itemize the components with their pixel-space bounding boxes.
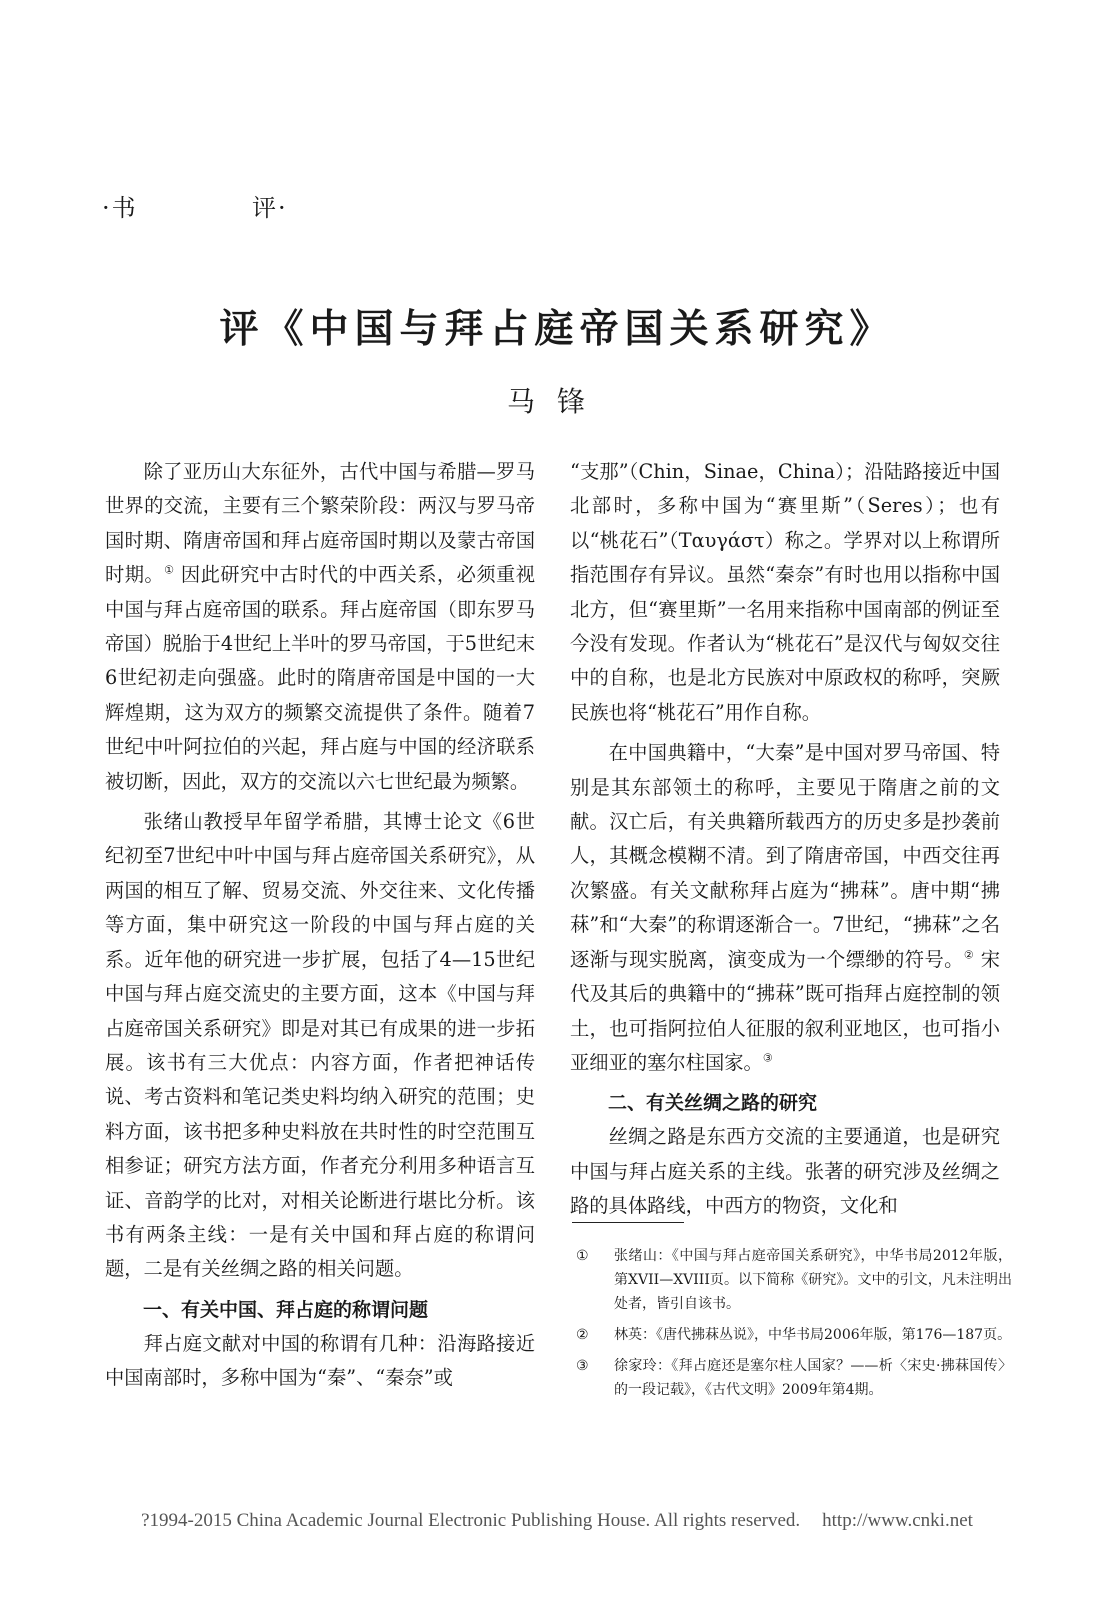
footnote-divider bbox=[572, 1222, 684, 1223]
footnote bbox=[572, 1323, 1012, 1347]
footnote-text: 林英：《唐代拂菻丛说》，中华书局2006年版，第176—187页。 bbox=[614, 1327, 1012, 1343]
copyright-text: ?1994-2015 China Academic Journal Electronic Publishing House. All rights reserved. bbox=[141, 1510, 801, 1531]
footnote bbox=[572, 1244, 1012, 1316]
paragraph: 丝绸之路是东西方交流的主要通道，也是研究中国与拜占庭关系的主线。张著的研究涉及丝绸之路的具体路线，中西方的物资，文化和 bbox=[570, 1125, 1000, 1218]
section-label bbox=[102, 188, 288, 223]
footnote-number: ③ bbox=[576, 1358, 589, 1374]
left-column bbox=[105, 455, 535, 1402]
section-label-left: ·书 bbox=[102, 194, 138, 222]
footnote-number: ② bbox=[576, 1327, 589, 1343]
footnote-text: 徐家玲：《拜占庭还是塞尔柱人国家？——析〈宋史·拂菻国传〉的一段记载》，《古代文明》2009年第4期。 bbox=[614, 1358, 1012, 1398]
footnote bbox=[572, 1354, 1012, 1402]
copyright-footer bbox=[0, 1510, 1114, 1532]
article-author: 马锋 bbox=[506, 385, 607, 418]
paragraph: 拜占庭文献对中国的称谓有几种：沿海路接近中国南部时，多称中国为“秦”、“秦奈”或 bbox=[105, 1331, 535, 1390]
section-heading: 二、有关丝绸之路的研究 bbox=[608, 1092, 818, 1115]
paragraph: 在中国典籍中，“大秦”是中国对罗马帝国、特别是其东部领土的称呼，主要见于隋唐之前的文献。汉亡后，有关典籍所载西方的历史多是抄袭前人，其概念模糊不清。到了隋唐帝国，中西交往再次繁盛。有关文献称拜占庭为“拂菻”。唐中期“拂菻”和“大秦”的称谓逐渐合一。7世纪，“拂菻”之名逐渐与现实脱离，演变成为一个缥缈的符号。② 宋代及其后的典籍中的“拂菻”既可指拜占庭控制的领土，也可指阿拉伯人征服的叙利亚地区，也可指小亚细亚的塞尔柱国家。③ bbox=[570, 741, 1000, 1074]
paragraph: 除了亚历山大东征外，古代中国与希腊—罗马世界的交流，主要有三个繁荣阶段：两汉与罗马帝国时期、隋唐帝国和拜占庭帝国时期以及蒙古帝国时期。① 因此研究中古时代的中西关系，必须重视中国与拜占庭帝国的联系。拜占庭帝国（即东罗马帝国）脱胎于4世纪上半叶的罗马帝国，于5世纪末6世纪初走向强盛。此时的隋唐帝国是中国的一大辉煌期，这为双方的频繁交流提供了条件。随着7世纪中叶阿拉伯的兴起，拜占庭与中国的经济联系被切断，因此，双方的交流以六七世纪最为频繁。 bbox=[105, 460, 535, 793]
footnote-ref[interactable]: ① bbox=[164, 563, 175, 577]
section-label-right: 评· bbox=[252, 194, 288, 222]
footnote-number: ① bbox=[576, 1248, 589, 1264]
footnotes bbox=[572, 1244, 1012, 1409]
footnote-ref[interactable]: ③ bbox=[762, 1051, 773, 1065]
paragraph: 张绪山教授早年留学希腊，其博士论文《6世纪初至7世纪中叶中国与拜占庭帝国关系研究》，从两国的相互了解、贸易交流、外交往来、文化传播等方面，集中研究这一阶段的中国与拜占庭的关系。近年他的研究进一步扩展，包括了4—15世纪中国与拜占庭交流史的主要方面，这本《中国与拜占庭帝国关系研究》即是对其已有成果的进一步拓展。该书有三大优点：内容方面，作者把神话传说、考古资料和笔记类史料均纳入研究的范围；史料方面，该书把多种史料放在共时性的时空范围互相参证；研究方法方面，作者充分利用多种语言互证、音韵学的比对，对相关论断进行堪比分析。该书有两条主线：一是有关中国和拜占庭的称谓问题，二是有关丝绸之路的相关问题。 bbox=[105, 810, 535, 1281]
footnote-text: 张绪山：《中国与拜占庭帝国关系研究》，中华书局2012年版，第XVII—XVIII页。以下简称《研究》。文中的引文，凡未注明出处者，皆引自该书。 bbox=[614, 1248, 1012, 1312]
section-heading: 一、有关中国、拜占庭的称谓问题 bbox=[143, 1298, 429, 1321]
footer-url[interactable]: http://www.cnki.net bbox=[822, 1510, 973, 1531]
right-column bbox=[570, 455, 1000, 1230]
article-title: 评《中国与拜占庭帝国关系研究》 bbox=[219, 306, 895, 352]
footnote-ref[interactable]: ② bbox=[963, 948, 975, 962]
paragraph: “支那”（Chin，Sinae，China）；沿陆路接近中国北部时，多称中国为“赛里斯”（Seres）；也有以“桃花石”（Ταυγάστ）称之。学界对以上称谓所指范围存有异议。虽然“秦奈”有时也用以指称中国北方，但“赛里斯”一名用来指称中国南部的例证至今没有发现。作者认为“桃花石”是汉代与匈奴交往中的自称，也是北方民族对中原政权的称呼，突厥民族也将“桃花石”用作自称。 bbox=[570, 460, 1000, 724]
